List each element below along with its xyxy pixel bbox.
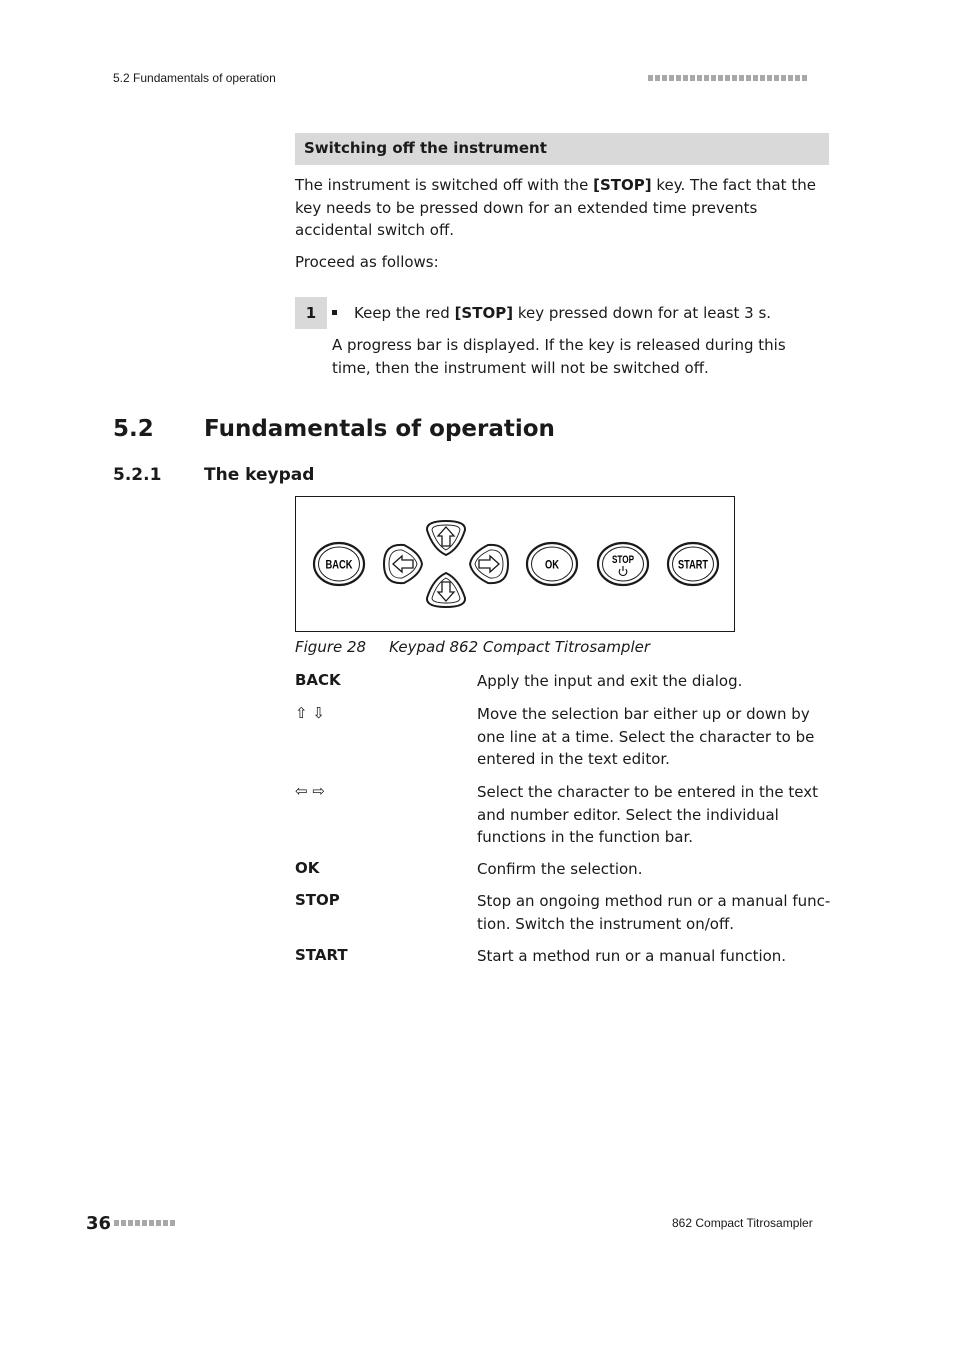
dot <box>142 1220 147 1226</box>
section-number: 5.2 <box>113 416 154 442</box>
start-key-label: START <box>678 557 709 572</box>
dot <box>788 75 793 81</box>
subheading-switch-off: Switching off the instrument <box>295 133 829 165</box>
definition-term-left-right: ⇦ ⇨ <box>295 782 325 800</box>
run-0: Keep the red <box>354 304 455 322</box>
definition-term: BACK <box>295 671 341 689</box>
footer-dot-bar <box>114 1220 175 1226</box>
step-bullet <box>332 310 337 315</box>
dot <box>662 75 667 81</box>
dot <box>669 75 674 81</box>
keypad-illustration <box>296 497 734 631</box>
dot <box>704 75 709 81</box>
ok-key-label: OK <box>545 557 560 572</box>
dot <box>655 75 660 81</box>
start-key <box>668 543 718 585</box>
step-number: 1 <box>295 297 327 329</box>
figure-caption <box>295 638 650 656</box>
stop-key-label: STOP <box>612 554 634 566</box>
dot <box>746 75 751 81</box>
section-title: Fundamentals of operation <box>204 416 555 442</box>
dot <box>121 1220 126 1226</box>
dot <box>149 1220 154 1226</box>
dot <box>170 1220 175 1226</box>
dot <box>732 75 737 81</box>
footer-product: 862 Compact Titrosampler <box>672 1216 813 1230</box>
dot <box>718 75 723 81</box>
header-dot-bar <box>648 75 807 81</box>
run-0: The instrument is switched off with the <box>295 176 594 194</box>
run-1: [STOP] <box>593 176 652 194</box>
definition-desc: Start a method run or a manual function. <box>477 947 787 965</box>
running-header: 5.2 Fundamentals of operation <box>113 71 276 85</box>
step-result: A progress bar is displayed. If the key is released during this time, then the instrument will not be switched off. <box>332 336 786 377</box>
subsection-title: The keypad <box>204 465 315 485</box>
dot <box>114 1220 119 1226</box>
left-arrow-key <box>384 545 422 583</box>
dot <box>676 75 681 81</box>
definition-desc: Apply the input and exit the dialog. <box>477 672 743 690</box>
dot <box>774 75 779 81</box>
dot <box>163 1220 168 1226</box>
keypad-figure <box>295 496 735 632</box>
definition-term-up-down: ⇧ ⇩ <box>295 704 325 722</box>
dot <box>739 75 744 81</box>
dot <box>802 75 807 81</box>
definition-desc: Stop an ongoing method run or a manual func-tion. Switch the instrument on/off. <box>477 892 831 933</box>
dot <box>156 1220 161 1226</box>
right-arrow-key <box>470 545 508 583</box>
up-arrow-key <box>427 521 465 555</box>
dot <box>711 75 716 81</box>
figure-label: Figure 28 <box>295 638 367 656</box>
page-number: 36 <box>86 1213 112 1234</box>
dot <box>690 75 695 81</box>
dot <box>795 75 800 81</box>
dot <box>760 75 765 81</box>
definition-term: START <box>295 946 348 964</box>
dot <box>753 75 758 81</box>
dot <box>648 75 653 81</box>
dot <box>683 75 688 81</box>
subsection-number: 5.2.1 <box>113 465 162 485</box>
definition-desc: Select the character to be entered in the text and number editor. Select the individual functions in the function bar. <box>477 783 819 846</box>
stop-key <box>598 543 648 585</box>
definition-desc: Move the selection bar either up or down by one line at a time. Select the character to be entered in the text editor. <box>477 705 815 768</box>
figure-caption-text: Keypad 862 Compact Titrosampler <box>389 638 651 656</box>
run-1: [STOP] <box>454 304 514 322</box>
step-instruction <box>354 302 834 325</box>
dot <box>781 75 786 81</box>
down-arrow-key <box>427 573 465 607</box>
dot <box>725 75 730 81</box>
run-2: key. The fact that the key needs to be pressed down for an extended time prevents accidental switch off. <box>295 176 816 239</box>
run-2: key pressed down for at least 3 s. <box>513 304 772 322</box>
switch-off-paragraph <box>295 174 835 242</box>
dot <box>135 1220 140 1226</box>
back-key-label: BACK <box>325 557 353 572</box>
definition-desc: Confirm the selection. <box>477 860 643 878</box>
back-key <box>314 543 364 585</box>
dot <box>767 75 772 81</box>
dot <box>697 75 702 81</box>
definition-term: OK <box>295 859 320 877</box>
definition-term: STOP <box>295 891 340 909</box>
ok-key <box>527 543 577 585</box>
dot <box>128 1220 133 1226</box>
proceed-paragraph: Proceed as follows: <box>295 253 439 271</box>
